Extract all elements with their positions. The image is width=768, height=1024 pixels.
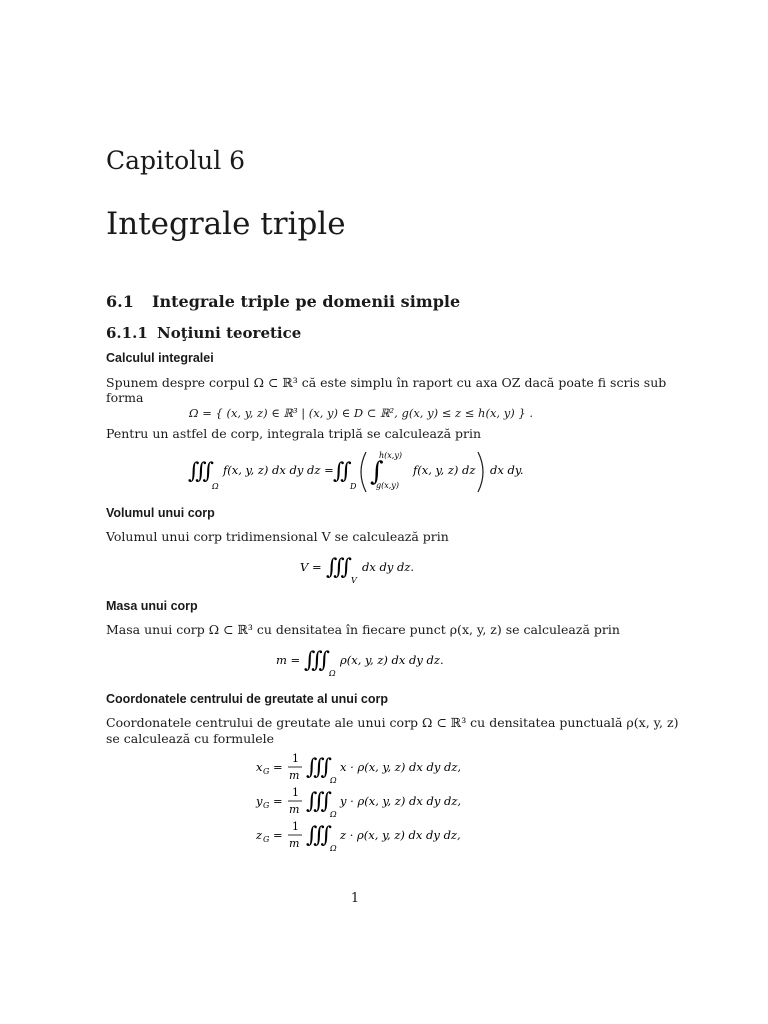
row-lhs: x: [256, 760, 263, 774]
equals-sign: =: [273, 760, 283, 774]
row-rhs: x · ρ(x, y, z) dx dy dz,: [340, 760, 462, 774]
row-lhs-sub: G: [263, 835, 270, 844]
centroid-row-y: [255, 786, 461, 819]
centroid-text-line1: Coordonatele centrului de greutate ale unui corp Ω ⊂ ℝ³ cu densitatea punctuală ρ(x, y, z): [106, 715, 679, 730]
equals-sign: =: [273, 794, 283, 808]
row-triple-integral-sign: ∭: [306, 823, 333, 848]
lhs-integrand: f(x, y, z) dx dy dz =: [223, 463, 334, 477]
inner-integrand: f(x, y, z) dz: [413, 463, 476, 477]
double-integral-sign: ∬: [333, 459, 352, 484]
row-subscript: Ω: [330, 844, 337, 853]
row-triple-integral-sign: ∭: [306, 789, 333, 814]
page-number: 1: [350, 891, 360, 906]
fraction-numerator: 1: [292, 786, 299, 799]
row-triple-integral-sign: ∭: [306, 755, 333, 780]
centroid-text-line2: se calculează cu formulele: [106, 731, 274, 746]
mass-subscript: Ω: [329, 669, 336, 678]
volume-heading: Volumul unui corp: [106, 506, 215, 520]
volume-triple-integral-sign: ∭: [326, 555, 353, 580]
fraction-numerator: 1: [292, 820, 299, 833]
inner-integral-sign: ∫: [370, 457, 384, 487]
calc-text-line3: Pentru un astfel de corp, integrala triplă se calculează prin: [106, 426, 482, 441]
centroid-heading: Coordonatele centrului de greutate al unui corp: [106, 692, 388, 706]
upper-limit: h(x,y): [379, 451, 402, 460]
centroid-row-z: [255, 820, 461, 853]
mass-rhs: ρ(x, y, z) dx dy dz.: [340, 653, 444, 667]
chapter-label: Capitolul 6: [106, 146, 246, 175]
calc-text-line1: Spunem despre corpul Ω ⊂ ℝ³ că este simplu în raport cu axa OZ dacă poate fi scris sub: [106, 375, 667, 390]
mass-text: Masa unui corp Ω ⊂ ℝ³ cu densitatea în fiecare punct ρ(x, y, z) se calculează prin: [106, 622, 620, 637]
rhs-subscript: D: [350, 482, 357, 491]
section-heading: [106, 291, 460, 313]
section-label: Integrale triple pe domenii simple: [152, 292, 461, 311]
centroid-equations: [252, 748, 472, 858]
row-lhs-sub: G: [263, 801, 270, 810]
left-paren: [361, 452, 366, 492]
fraction-denominator: m: [289, 803, 300, 816]
volume-text: Volumul unui corp tridimensional V se calculează prin: [106, 529, 449, 544]
volume-lhs: V =: [300, 560, 322, 574]
domain-equation: Ω = { (x, y, z) ∈ ℝ³ | (x, y) ∈ D ⊂ ℝ², g(x, y) ≤ z ≤ h(x, y) } .: [189, 406, 534, 420]
lhs-subscript: Ω: [212, 482, 219, 491]
row-rhs: z · ρ(x, y, z) dx dy dz,: [340, 828, 461, 842]
right-paren: [478, 452, 483, 492]
row-subscript: Ω: [330, 810, 337, 819]
row-lhs: y: [256, 794, 263, 808]
row-lhs-sub: G: [263, 767, 270, 776]
triple-integral-equation: [180, 448, 540, 496]
lower-limit: g(x,y): [376, 481, 399, 490]
subsection-number: 6.1.1: [106, 324, 148, 342]
mass-triple-integral-sign: ∭: [304, 648, 331, 673]
volume-subscript: V: [351, 576, 357, 585]
fraction-denominator: m: [289, 837, 300, 850]
calc-heading: Calculul integralei: [106, 351, 214, 365]
chapter-title: Integrale triple: [106, 206, 346, 242]
section-number: 6.1: [106, 292, 134, 311]
triple-integral-sign: ∭: [188, 459, 215, 484]
volume-rhs: dx dy dz.: [362, 560, 415, 574]
mass-heading: Masa unui corp: [106, 599, 198, 613]
row-rhs: y · ρ(x, y, z) dx dy dz,: [340, 794, 462, 808]
calc-text-line2: forma: [106, 390, 144, 405]
subsection-heading: [106, 323, 301, 343]
equals-sign: =: [273, 828, 283, 842]
centroid-row-x: [256, 752, 461, 785]
fraction-numerator: 1: [292, 752, 299, 765]
outer-differentials: dx dy.: [490, 463, 524, 477]
row-lhs: z: [256, 828, 263, 842]
fraction-denominator: m: [289, 769, 300, 782]
volume-equation: [296, 551, 426, 585]
mass-equation: [272, 644, 452, 678]
mass-lhs: m =: [276, 653, 301, 667]
subsection-label: Noţiuni teoretice: [157, 324, 302, 342]
row-subscript: Ω: [330, 776, 337, 785]
